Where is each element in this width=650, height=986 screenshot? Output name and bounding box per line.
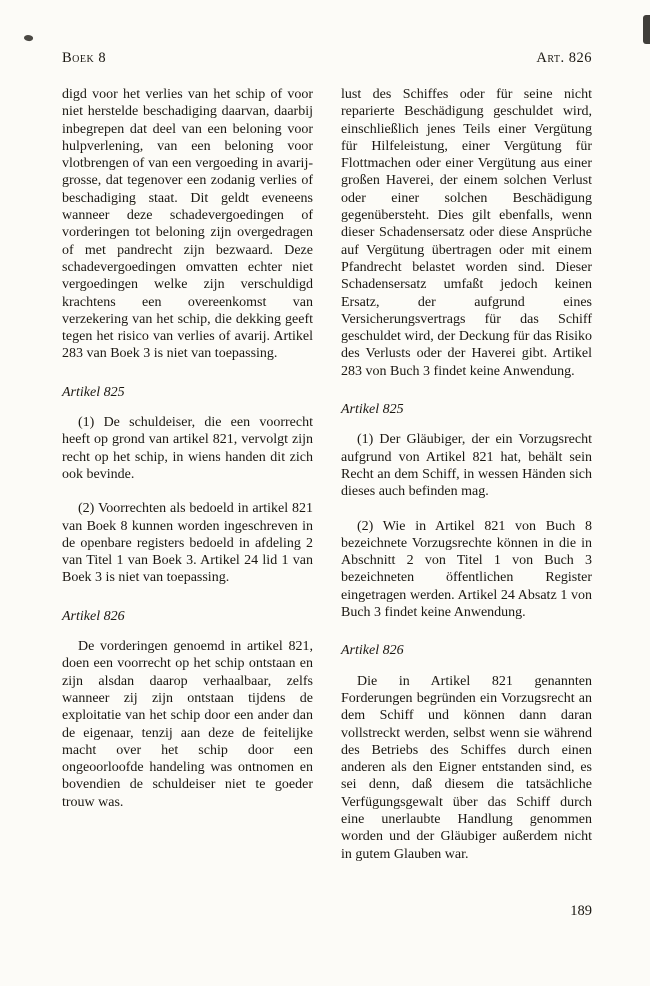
article-826-paragraph-1: Die in Artikel 821 genannten Forderungen begründen ein Vorzugsrecht an dem Schiff und können dann daran vollstreckt werden, selbst wenn sie während des Betriebs des Schiffes durch einen anderen als den Eigner entstanden sind, es sei denn, daß diesem die tatsächliche Verfügungsgewalt über das Schiff durch eine unerlaubte Handlung genommen worden und der Gläubiger außerdem nicht in gutem Glauben war.	[341, 673, 592, 862]
left-column-dutch	[62, 86, 313, 880]
article-826-heading: Artikel 826	[62, 608, 125, 624]
article-825-paragraph-2: (2) Wie in Artikel 821 von Buch 8 bezeichnete Vorzugsrechte können in die in Abschnitt 2 von Titel 1 von Buch 3 bezeichneten öffentlichen Register eingetragen werden. Artikel 24 Absatz 1 von Buch 3 findet keine Anwendung.	[341, 518, 592, 621]
header-article-label: Art. 826	[536, 50, 592, 66]
right-column-german	[341, 86, 592, 880]
article-825-heading: Artikel 825	[62, 384, 125, 400]
running-header	[62, 50, 592, 67]
page-number: 189	[570, 903, 592, 919]
text-columns	[62, 86, 592, 880]
article-825-paragraph-1: (1) De schuldeiser, die een voorrecht heeft op grond van artikel 821, vervolgt zijn recht op het schip, in wiens handen dit zich ook bevinde.	[62, 415, 313, 482]
article-825-heading: Artikel 825	[341, 402, 404, 418]
article-826-heading: Artikel 826	[341, 643, 404, 659]
scan-artifact	[643, 15, 650, 44]
article-825-paragraph-2: (2) Voorrechten als bedoeld in artikel 821 van Boek 8 kunnen worden ingeschreven in de openbare registers bedoeld in afdeling 2 van Titel 1 van Boek 3. Artikel 24 lid 1 van Boek 3 is niet van toepassing.	[62, 501, 313, 586]
article-826-paragraph-1: De vorderingen genoemd in artikel 821, doen een voorrecht op het schip ontstaan en zijn alsdan daarop verhaalbaar, zelfs wanneer zij zijn ontstaan tijdens de exploitatie van het schip door een ander dan de eigenaar, tenzij aan deze de feitelijke macht over het schip door een ongeoorloofde handeling was ontnomen en bovendien de schuldeiser niet te goeder trouw was.	[62, 639, 313, 810]
header-book-label: Boek 8	[62, 50, 107, 66]
paragraph-continuation: lust des Schiffes oder für seine nicht reparierte Beschädigung geschuldet wird, einschließlich jenes Teils einer Vergütung für Hilfeleistung, einer Vergütung für Flottmachen oder einer Vergütung aus einer großen Haverei, der einem solchen Verlust oder einer solchen Beschädigung gegenübersteht. Dies gilt ebenfalls, wenn dieser Schadensersatz oder diese Ansprüche auf Vergütung übertragen oder mit einem Pfandrecht belastet worden sind. Dieser Schadensersatz umfaßt jedoch keinen Ersatz, der aufgrund eines Versicherungsvertrags für das Schiff geschuldet wird, der Deckung für das Risiko des Verlusts oder der Haverei gibt. Artikel 283 von Buch 3 findet keine Anwendung.	[341, 87, 592, 379]
article-825-paragraph-1: (1) Der Gläubiger, der ein Vorzugsrecht aufgrund von Artikel 821 hat, behält sein Recht an dem Schiff, in wessen Händen sich dieses auch befinden mag.	[341, 432, 592, 500]
paragraph-continuation: digd voor het verlies van het schip of voor niet herstelde beschadiging daarvan, daarbij inbegrepen dat deel van een beloning voor hulpverlening, van een beloning voor vlotbrengen of van een vergoeding in avarij-grosse, dat tegenover een zodanig verlies of beschadiging staat. Dit geldt eveneens wanneer deze schadevergoedingen of vorderingen tot beloning zijn overgedragen of met pandrecht zijn bezwaard. Deze schadevergoedingen omvatten echter niet vergoedingen welke zijn verschuldigd krachtens een overeenkomst van verzekering van het schip, die dekking geeft tegen het risico van verlies of avarij. Artikel 283 van Boek 3 is niet van toepassing.	[62, 87, 313, 362]
